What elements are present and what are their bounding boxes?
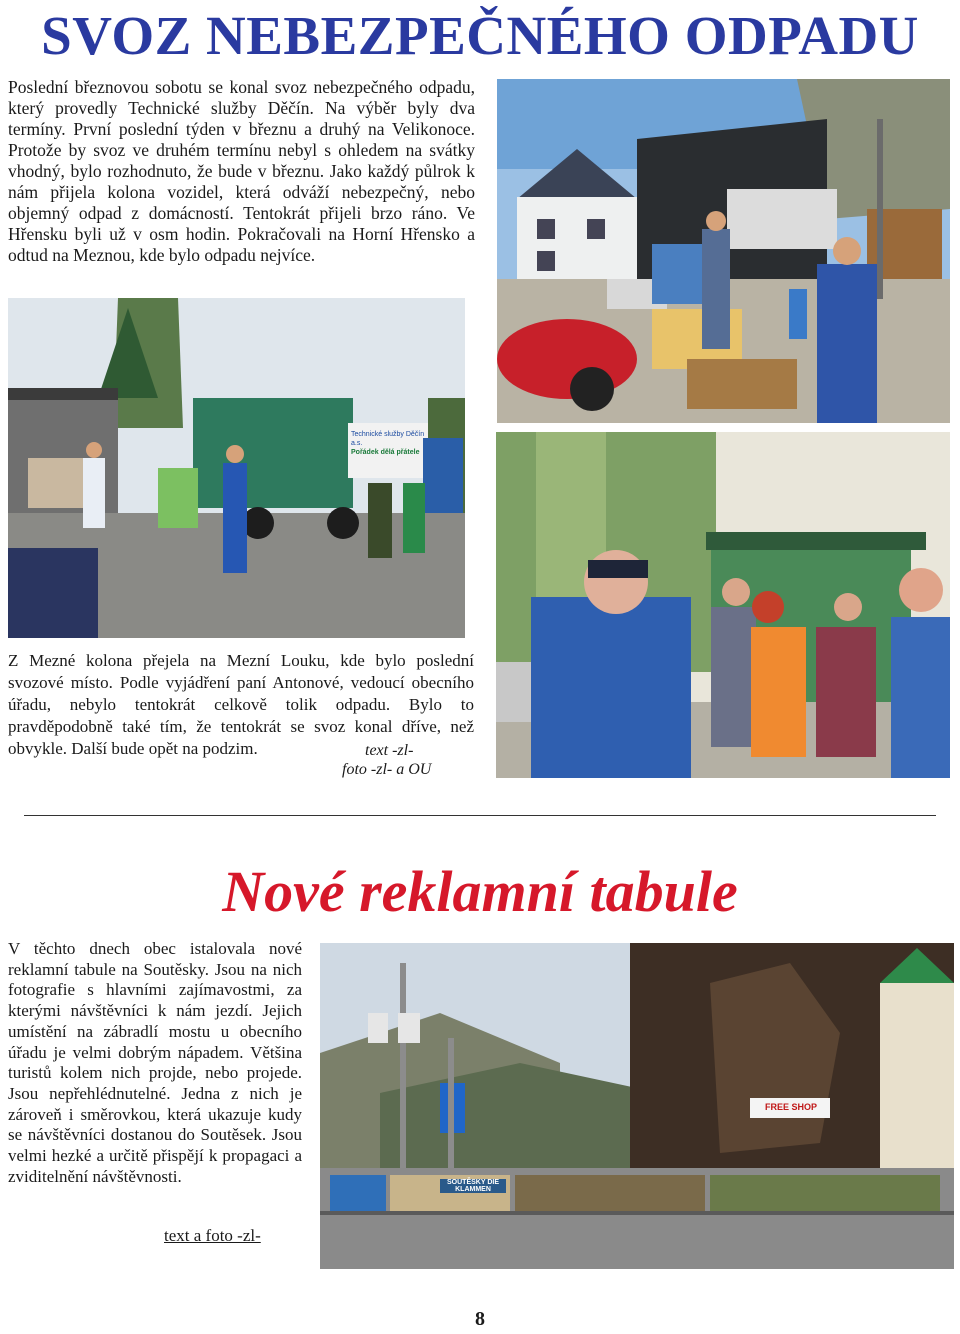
article-2-paragraph: V těchto dnech obec istalovala nové reklamní tabule na Soutěsky. Jsou na nich fotografie s hlavními zajímavostmi, za kterými návštěvníci k nám jezdí. Jejich umístění na zábradlí mostu u obecního úřadu je velmi dobrým nápadem. Většina turistů kolem nich projde, nebo projede. Jsou nepřehlédnutelné. Jedna z nich je zároveň i směrovkou, která ukazuje kudy se návštěvníci dostanou do Soutěsek. Jsou velmi hezké a určitě přispějí k propagaci a zviditelnění návštěvnosti. — [8, 939, 302, 1186]
intro-paragraph: Poslední březnovou sobotu se konal svoz nebezpečného odpadu, který provedly Technické služby Děčín. Na výběr byly dva termíny. První poslední týden v březnu a druhý na Velikonoce. Protože by svoz ve druhém termínu nebyl s ohledem na svátky vhodný, bylo rozhodnuto, že bude v březnu. Jako každý půlrok k nám přijela kolona vozidel, která odváží nebezpečný, nebo objemný odpad z domácností. Tentokrát přijeli brzo ráno. Ve Hřensku byli už v osm hodin. Pokračovali na Horní Hřensko a odtud na Meznou, kde bylo odpadu nejvíce. — [8, 77, 475, 265]
truck-sign-line-1: Technické služby Děčín a.s. — [351, 431, 425, 447]
article-2-credit: text a foto -zl- — [164, 1226, 261, 1245]
credit-photo: foto -zl- a OU — [342, 761, 432, 778]
closing-paragraph: Z Mezné kolona přejela na Mezní Louku, kde bylo poslední svozové místo. Podle vyjádření paní Antonové, vedoucí obecního úřadu, nebylo tentokrát celkově tolik odpadu. Bylo to pravděpodobně také tím, že tentokrát se svoz konal dříve, než obvykle. Další bude opět na podzim. — [8, 651, 474, 758]
photo-trailer-loading — [497, 79, 950, 423]
page-number: 8 — [475, 1308, 485, 1330]
photo-bus-stop-group — [496, 432, 950, 778]
photo-bridge-ad-boards — [320, 943, 954, 1269]
section-divider — [24, 815, 936, 816]
truck-sign — [351, 430, 425, 457]
credit-text: text -zl- — [365, 742, 414, 759]
soutesky-direction-sign: SOUTĚSKY DIE KLAMMEN — [440, 1179, 506, 1193]
free-shop-sign: FREE SHOP — [764, 1102, 817, 1112]
article-2-title: Nové reklamní tabule — [222, 859, 738, 924]
article-title: SVOZ NEBEZPEČNÉHO ODPADU — [41, 5, 919, 66]
photo-garbage-truck — [8, 298, 465, 638]
truck-sign-line-2: Pořádek dělá přátele — [351, 449, 420, 456]
